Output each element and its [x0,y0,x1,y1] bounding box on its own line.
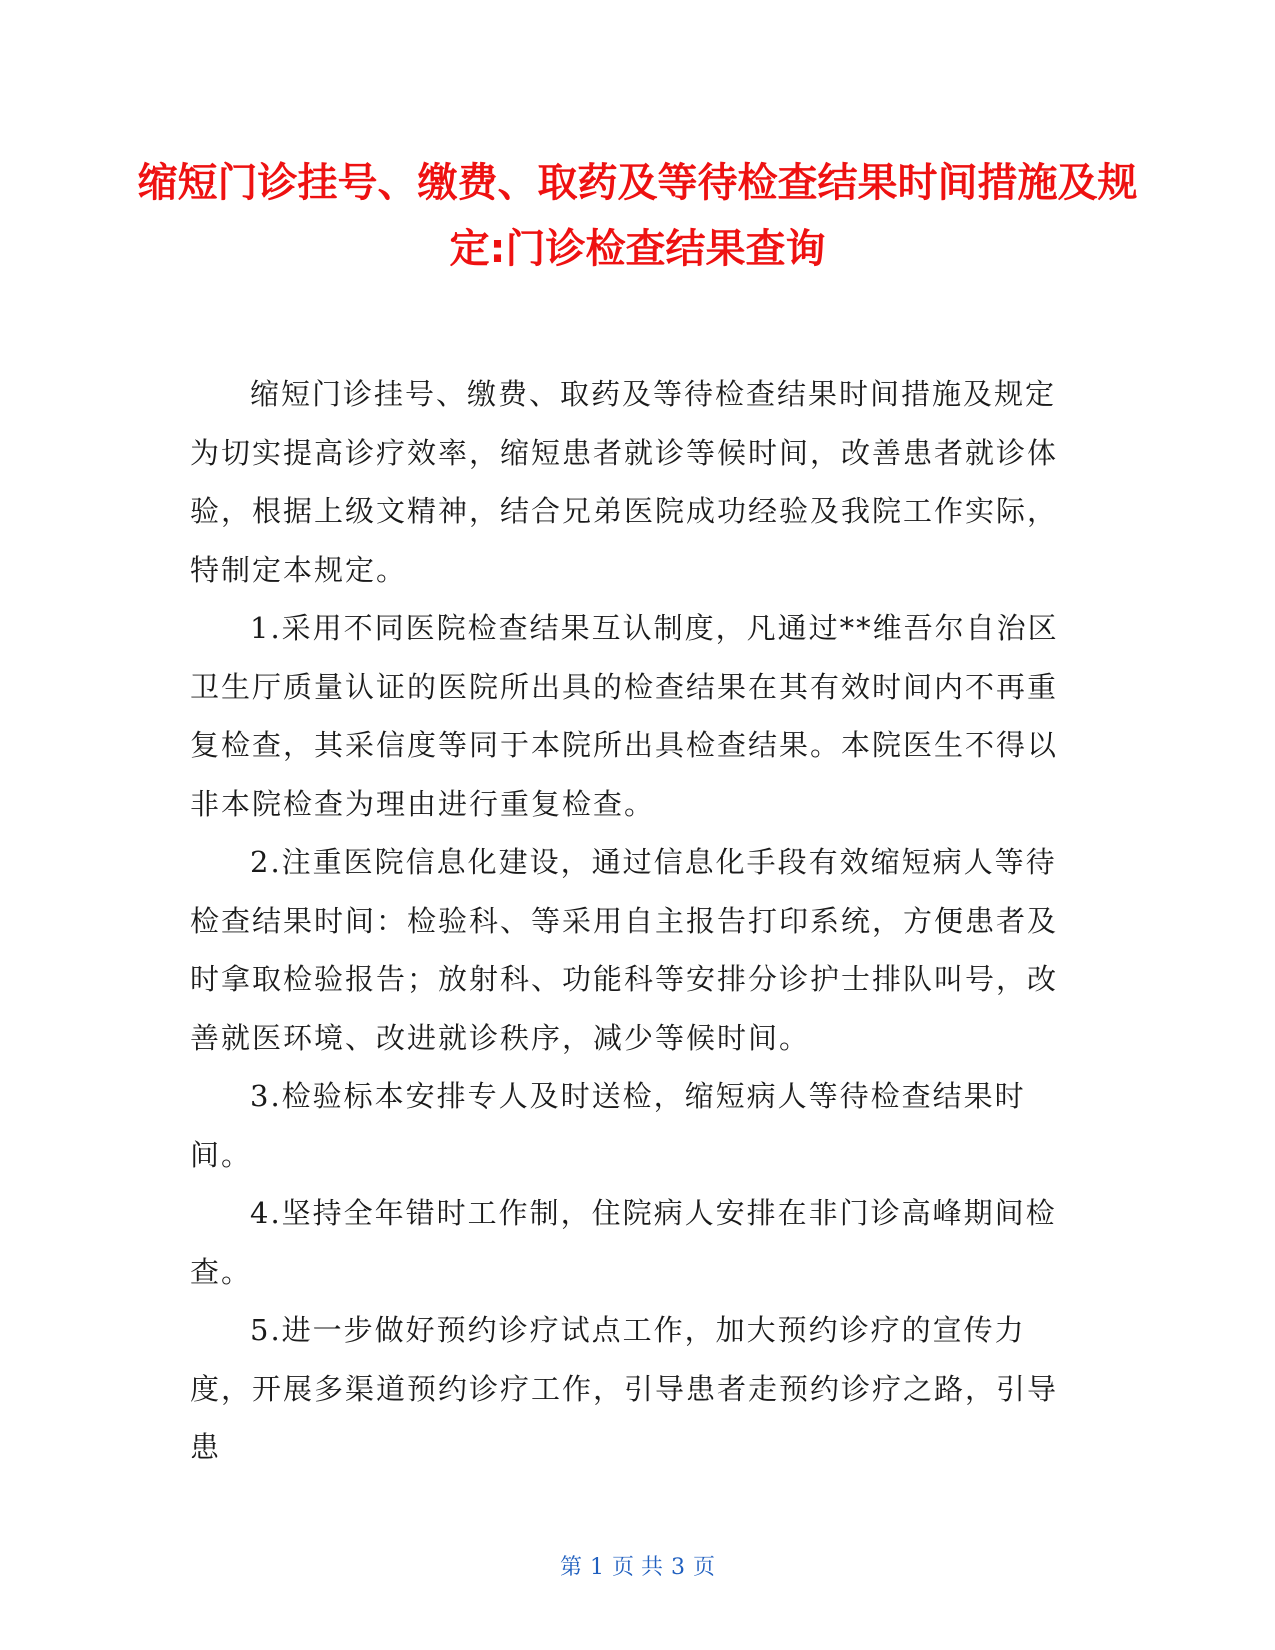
document-body [190,365,1066,1477]
page-footer [0,1553,1275,1583]
document-title: 缩短门诊挂号、缴费、取药及等待检查结果时间措施及规定:门诊检查结果查询 [137,160,1138,272]
footer-suffix: 页 [693,1555,716,1580]
footer-total-pages: 3 [671,1555,685,1580]
paragraph-item-1: 1.采用不同医院检查结果互认制度，凡通过**维吾尔自治区卫生厅质量认证的医院所出具的检查结果在其有效时间内不再重复检查，其采信度等同于本院所出具检查结果。本院医生不得以非本院检查为理由进行重复检查。 [190,611,1059,821]
paragraph-intro: 缩短门诊挂号、缴费、取药及等待检查结果时间措施及规定为切实提高诊疗效率，缩短患者就诊等候时间，改善患者就诊体验，根据上级文精神，结合兄弟医院成功经验及我院工作实际，特制定本规定。 [190,377,1059,587]
paragraph-item-3: 3.检验标本安排专人及时送检，缩短病人等待检查结果时间。 [190,1079,1026,1172]
footer-mid: 页 共 [612,1555,663,1580]
paragraph-item-2: 2.注重医院信息化建设，通过信息化手段有效缩短病人等待检查结果时间：检验科、等采用自主报告打印系统，方便患者及时拿取检验报告；放射科、功能科等安排分诊护士排队叫号，改善就医环境、改进就诊秩序，减少等候时间。 [190,845,1059,1055]
footer-page-number: 1 [590,1555,604,1580]
footer-prefix: 第 [559,1555,582,1580]
paragraph-item-4: 4.坚持全年错时工作制，住院病人安排在非门诊高峰期间检查。 [190,1196,1057,1289]
paragraph-item-5: 5.进一步做好预约诊疗试点工作，加大预约诊疗的宣传力度，开展多渠道预约诊疗工作，引导患者走预约诊疗之路，引导患 [190,1313,1059,1464]
